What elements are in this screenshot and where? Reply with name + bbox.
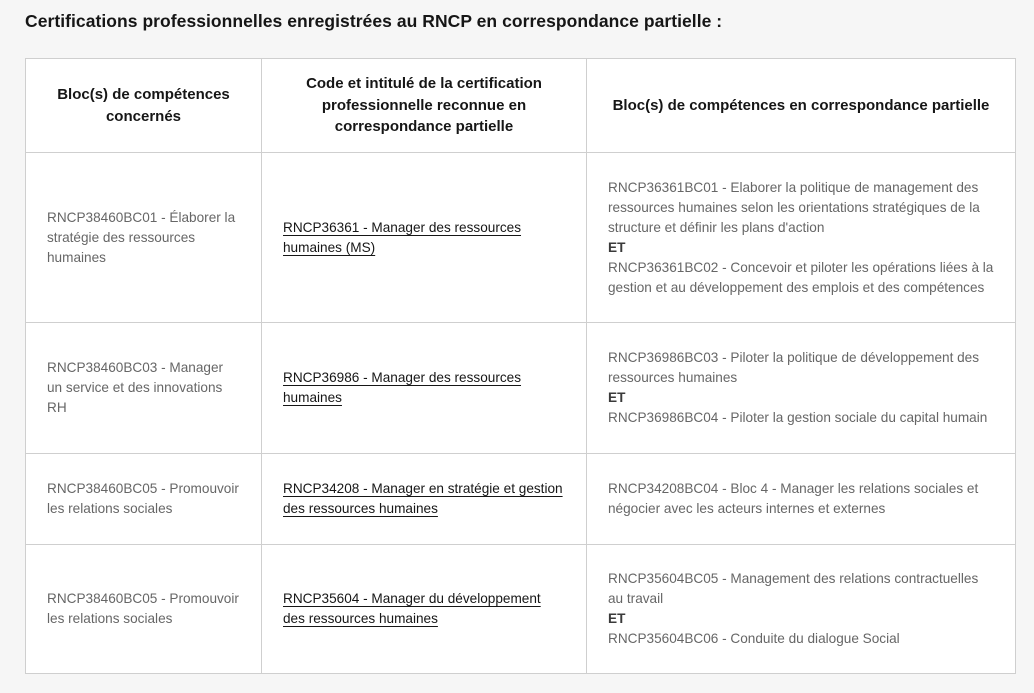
table-row — [26, 153, 1016, 323]
certification-cell — [262, 153, 587, 323]
table-row — [26, 454, 1016, 545]
certification-link[interactable]: RNCP34208 - Manager en stratégie et gestion des ressources humaines — [283, 481, 563, 516]
correspondance-bloc: RNCP36361BC02 - Concevoir et piloter les opérations liées à la gestion et au développement des emplois et des compétences — [608, 259, 994, 295]
certifications-table — [25, 58, 1016, 674]
correspondance-cell — [587, 545, 1016, 674]
et-separator: ET — [608, 611, 626, 626]
certification-link[interactable]: RNCP36361 - Manager des ressources humaines (MS) — [283, 219, 522, 255]
et-separator: ET — [608, 239, 626, 255]
bloc-cell: RNCP38460BC03 - Manager un service et des innovations RH — [26, 323, 262, 454]
bloc-cell: RNCP38460BC05 - Promouvoir les relations sociales — [26, 454, 262, 545]
correspondance-bloc: RNCP34208BC04 - Bloc 4 - Manager les relations sociales et négocier avec les acteurs internes et externes — [608, 481, 979, 516]
header-code-certification: Code et intitulé de la certification professionnelle reconnue en correspondance partielle — [262, 59, 587, 153]
certification-link[interactable]: RNCP36986 - Manager des ressources humaines — [283, 370, 522, 405]
correspondance-bloc: RNCP35604BC06 - Conduite du dialogue Social — [608, 631, 900, 646]
certification-link[interactable]: RNCP35604 - Manager du développement des ressources humaines — [283, 591, 541, 626]
correspondance-cell — [587, 454, 1016, 545]
correspondance-bloc: RNCP36361BC01 - Elaborer la politique de management des ressources humaines selon les orientations stratégiques de la structure et définir les plans d'action — [608, 179, 980, 235]
certification-cell — [262, 545, 587, 674]
bloc-cell: RNCP38460BC05 - Promouvoir les relations sociales — [26, 545, 262, 674]
header-blocs-correspondance: Bloc(s) de compétences en correspondance partielle — [587, 59, 1016, 153]
correspondance-bloc: RNCP35604BC05 - Management des relations contractuelles au travail — [608, 571, 979, 606]
et-separator: ET — [608, 390, 626, 405]
correspondance-cell — [587, 323, 1016, 454]
page-title: Certifications professionnelles enregistrées au RNCP en correspondance partielle : — [25, 11, 723, 31]
correspondance-bloc: RNCP36986BC04 - Piloter la gestion sociale du capital humain — [608, 410, 988, 425]
certification-cell — [262, 454, 587, 545]
correspondance-bloc: RNCP36986BC03 - Piloter la politique de développement des ressources humaines — [608, 350, 980, 385]
header-blocs-concernes: Bloc(s) de compétences concernés — [26, 59, 262, 153]
table-row — [26, 323, 1016, 454]
correspondance-cell — [587, 153, 1016, 323]
table-row — [26, 545, 1016, 674]
bloc-cell: RNCP38460BC01 - Élaborer la stratégie des ressources humaines — [26, 153, 262, 323]
certification-cell — [262, 323, 587, 454]
table-header-row — [26, 59, 1016, 153]
